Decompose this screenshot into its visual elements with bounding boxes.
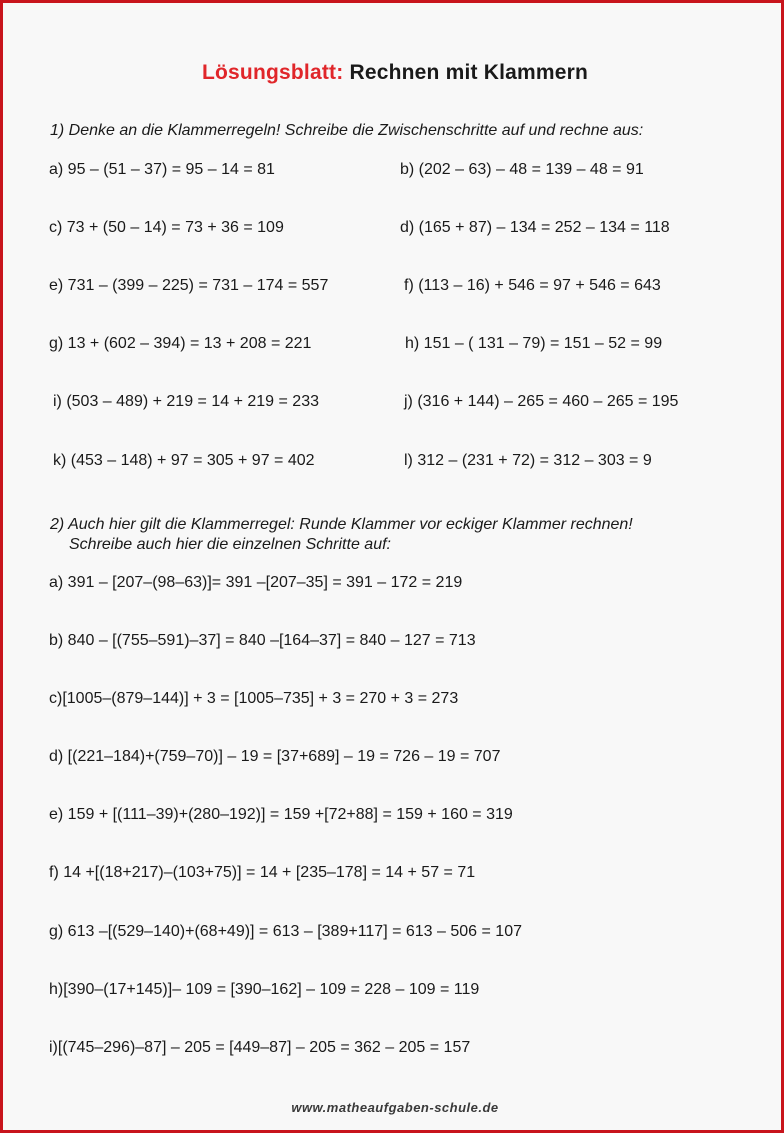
task-2d: d) [(221–184)+(759–70)] – 19 = [37+689] – 19 = 726 – 19 = 707: [49, 748, 501, 765]
page-title: [3, 61, 784, 85]
task-1c: c) 73 + (50 – 14) = 73 + 36 = 109: [49, 219, 284, 236]
task-1k: k) (453 – 148) + 97 = 305 + 97 = 402: [53, 452, 315, 469]
task-2b: b) 840 – [(755–591)–37] = 840 –[164–37] = 840 – 127 = 713: [49, 632, 476, 649]
task-1d: d) (165 + 87) – 134 = 252 – 134 = 118: [400, 219, 670, 236]
task-1h: h) 151 – ( 131 – 79) = 151 – 52 = 99: [405, 335, 663, 352]
task-2e: e) 159 + [(111–39)+(280–192)] = 159 +[72+88] = 159 + 160 = 319: [49, 806, 513, 823]
title-main: Rechnen mit Klammern: [349, 61, 589, 84]
title-highlight: Lösungsblatt:: [201, 61, 344, 84]
task-1e: e) 731 – (399 – 225) = 731 – 174 = 557: [49, 277, 329, 294]
task-1j: j) (316 + 144) – 265 = 460 – 265 = 195: [404, 393, 679, 410]
task-1f: f) (113 – 16) + 546 = 97 + 546 = 643: [404, 277, 661, 294]
task-2h: h)[390–(17+145)]– 109 = [390–162] – 109 = 228 – 109 = 119: [49, 981, 480, 998]
section2-instruction-line1: 2) Auch hier gilt die Klammerregel: Runde Klammer vor eckiger Klammer rechnen!: [50, 516, 633, 533]
task-2g: g) 613 –[(529–140)+(68+49)] = 613 – [389+117] = 613 – 506 = 107: [49, 923, 522, 940]
section1-instruction: 1) Denke an die Klammerregeln! Schreibe die Zwischenschritte auf und rechne aus:: [50, 122, 644, 139]
task-2c: c)[1005–(879–144)] + 3 = [1005–735] + 3 = 270 + 3 = 273: [49, 690, 459, 707]
task-1b: b) (202 – 63) – 48 = 139 – 48 = 91: [400, 161, 644, 178]
task-1i: i) (503 – 489) + 219 = 14 + 219 = 233: [53, 393, 319, 410]
task-2i: i)[(745–296)–87] – 205 = [449–87] – 205 = 362 – 205 = 157: [49, 1039, 471, 1056]
task-1g: g) 13 + (602 – 394) = 13 + 208 = 221: [49, 335, 312, 352]
task-2a: a) 391 – [207–(98–63)]= 391 –[207–35] = 391 – 172 = 219: [49, 574, 463, 591]
task-1a: a) 95 – (51 – 37) = 95 – 14 = 81: [49, 161, 275, 178]
task-2f: f) 14 +[(18+217)–(103+75)] = 14 + [235–178] = 14 + 57 = 71: [49, 864, 476, 881]
footer-website: www.matheaufgaben-schule.de: [291, 1100, 499, 1115]
section2-instruction-line2: Schreibe auch hier die einzelnen Schritte auf:: [69, 536, 391, 553]
task-1l: l) 312 – (231 + 72) = 312 – 303 = 9: [404, 452, 652, 469]
